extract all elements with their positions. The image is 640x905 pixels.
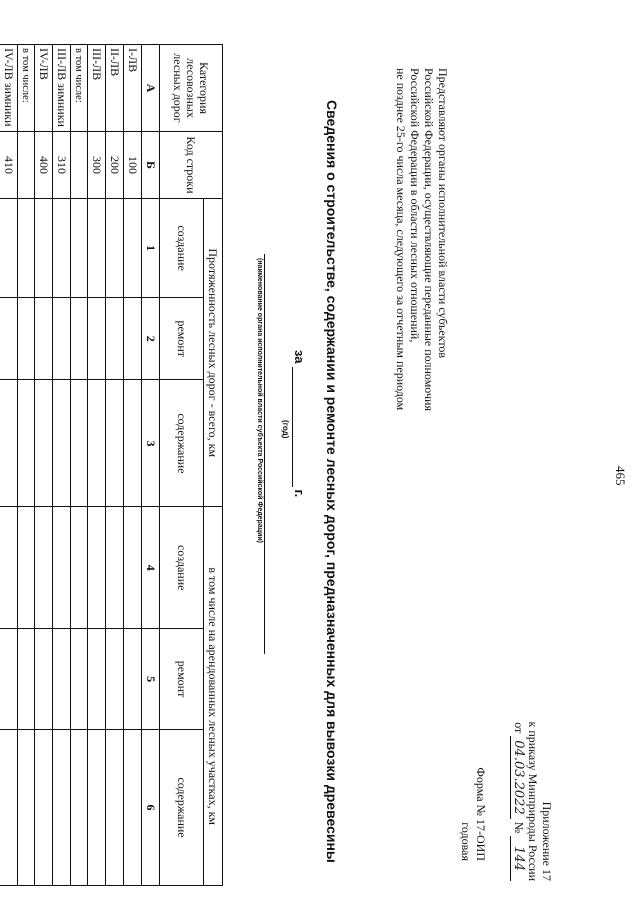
header-category: Категория лесовозных лесных дорог <box>160 45 223 132</box>
cell[interactable] <box>88 507 106 629</box>
cell[interactable] <box>71 507 88 629</box>
row-category: III-ЛВ зимники <box>53 45 71 132</box>
column-number: 3 <box>142 380 160 507</box>
period-suffix: г. <box>292 489 307 498</box>
header-creation-leased: создание <box>160 507 204 629</box>
row-code: 100 <box>124 132 142 199</box>
table-row <box>124 45 142 886</box>
cell[interactable] <box>53 730 71 886</box>
column-number: 6 <box>142 730 160 886</box>
row-code <box>18 132 35 199</box>
cell[interactable] <box>35 298 53 380</box>
cell[interactable] <box>18 629 35 730</box>
cell[interactable] <box>106 380 124 507</box>
cell[interactable] <box>124 629 142 730</box>
column-number: 5 <box>142 629 160 730</box>
cell[interactable] <box>106 507 124 629</box>
cell[interactable] <box>0 199 18 298</box>
cell[interactable] <box>0 507 18 629</box>
row-category: в том числе: <box>18 45 35 132</box>
table-row <box>106 45 124 886</box>
cell[interactable] <box>106 298 124 380</box>
row-category: I-ЛВ <box>124 45 142 132</box>
cell[interactable] <box>71 298 88 380</box>
cell[interactable] <box>88 199 106 298</box>
form-block <box>458 767 488 861</box>
header-leased-length: в том числе на арендованных лесных участках, км <box>204 507 223 886</box>
cell[interactable] <box>71 199 88 298</box>
header-total-length: Протяженность лесных дорог - всего, км <box>204 199 223 507</box>
cell[interactable] <box>88 298 106 380</box>
submitters-note <box>394 68 450 411</box>
cell[interactable] <box>0 298 18 380</box>
cell[interactable] <box>71 629 88 730</box>
cell[interactable] <box>18 298 35 380</box>
appendix-title: Приложение 17 <box>540 801 554 881</box>
column-letter: А <box>142 45 160 132</box>
form-period: годовая <box>459 822 473 861</box>
cell[interactable] <box>71 730 88 886</box>
row-category: в том числе: <box>71 45 88 132</box>
cell[interactable] <box>53 199 71 298</box>
cell[interactable] <box>88 629 106 730</box>
header-maintenance-leased: содержание <box>160 730 204 886</box>
header-maintenance: содержание <box>160 380 204 507</box>
form-name: Форма № 17-ОИП <box>474 767 488 861</box>
handwritten-number: 144 <box>510 836 526 881</box>
table-row <box>35 45 53 886</box>
page-number: 465 <box>613 466 628 486</box>
cell[interactable] <box>106 629 124 730</box>
cell[interactable] <box>0 730 18 886</box>
row-code: 300 <box>88 132 106 199</box>
row-category: II-ЛВ <box>106 45 124 132</box>
cell[interactable] <box>35 629 53 730</box>
header-creation: создание <box>160 199 204 298</box>
submitters-line: Российской Федерации, осуществляющие переданные полномочия <box>422 68 436 411</box>
header-code: Код строки <box>160 132 223 199</box>
cell[interactable] <box>71 380 88 507</box>
submitters-line: Российской Федерации в области лесных отношений, <box>408 68 422 343</box>
cell[interactable] <box>106 730 124 886</box>
column-number: 1 <box>142 199 160 298</box>
row-category: IV-ЛВ <box>35 45 53 132</box>
year-caption: (год) <box>281 420 290 439</box>
cell[interactable] <box>124 298 142 380</box>
row-code: 200 <box>106 132 124 199</box>
row-code <box>71 132 88 199</box>
cell[interactable] <box>124 730 142 886</box>
cell[interactable] <box>124 380 142 507</box>
table-row <box>88 45 106 886</box>
cell[interactable] <box>18 730 35 886</box>
table-row <box>53 45 71 886</box>
header-repair-leased: ремонт <box>160 629 204 730</box>
cell[interactable] <box>106 199 124 298</box>
cell[interactable] <box>88 730 106 886</box>
cell[interactable] <box>18 380 35 507</box>
org-caption: (наименование органа исполнительной власти субъекта Российской Федерации) <box>256 258 263 543</box>
cell[interactable] <box>18 199 35 298</box>
column-number: 4 <box>142 507 160 629</box>
submitters-line: не позднее 25-го числа месяца, следующего за отчетным периодом <box>394 68 408 411</box>
cell[interactable] <box>35 199 53 298</box>
row-code: 410 <box>0 132 18 199</box>
cell[interactable] <box>53 298 71 380</box>
handwritten-date: 04.03.2022 <box>510 736 526 818</box>
row-category: III-ЛВ <box>88 45 106 132</box>
cell[interactable] <box>53 380 71 507</box>
period-line <box>292 350 307 497</box>
year-blank <box>292 367 305 487</box>
period-prefix: за <box>292 350 307 364</box>
cell[interactable] <box>0 380 18 507</box>
cell[interactable] <box>124 507 142 629</box>
org-name-line <box>264 254 265 654</box>
appendix-date-line <box>511 722 526 882</box>
header-repair: ремонт <box>160 298 204 380</box>
cell[interactable] <box>88 380 106 507</box>
cell[interactable] <box>53 629 71 730</box>
row-category: IV-ЛВ зимники <box>0 45 18 132</box>
cell[interactable] <box>35 507 53 629</box>
column-letter: Б <box>142 132 160 199</box>
table-row <box>18 45 35 886</box>
row-code: 310 <box>53 132 71 199</box>
cell[interactable] <box>0 629 18 730</box>
submitters-line: Представляют органы исполнительной власти субъектов <box>436 68 450 359</box>
cell[interactable] <box>124 199 142 298</box>
cell[interactable] <box>35 730 53 886</box>
number-prefix: № <box>512 821 526 834</box>
cell[interactable] <box>53 507 71 629</box>
document-title: Сведения о строительстве, содержании и ремонте лесных дорог, предназначенных для вывозки древесины <box>324 100 340 863</box>
cell[interactable] <box>35 380 53 507</box>
cell[interactable] <box>18 507 35 629</box>
appendix-order: к приказу Минприроды России <box>526 721 540 881</box>
date-prefix: от <box>512 722 526 734</box>
table-row <box>71 45 88 886</box>
table-row <box>0 45 18 886</box>
row-code: 400 <box>35 132 53 199</box>
roads-table <box>0 44 223 886</box>
appendix-reference <box>511 722 554 882</box>
column-number: 2 <box>142 298 160 380</box>
